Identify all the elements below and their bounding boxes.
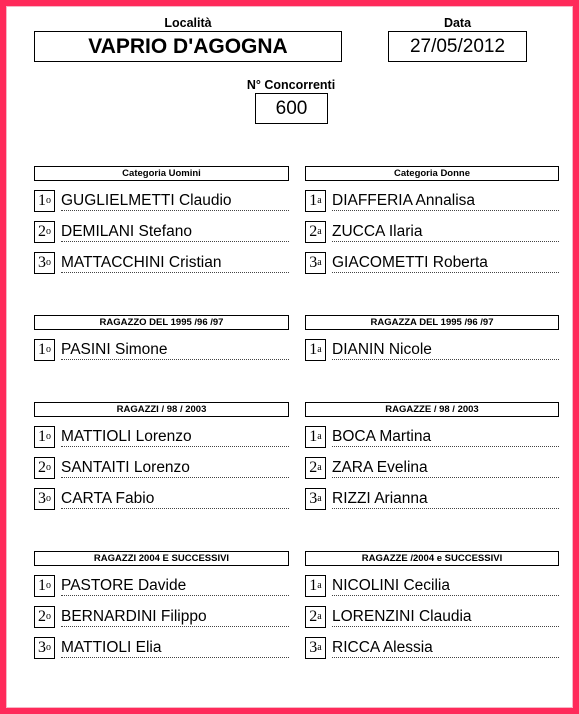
athlete-name: MATTIOLI Elia (61, 638, 289, 658)
athlete-name: GIACOMETTI Roberta (332, 253, 559, 273)
rank-ordinal-suffix: o (46, 579, 51, 591)
athlete-name: RICCA Alessia (332, 638, 559, 658)
rank-box (34, 606, 55, 628)
rank-box (305, 339, 326, 361)
rank-box (34, 575, 55, 597)
athlete-name: PASTORE Davide (61, 576, 289, 596)
podium-row (34, 426, 289, 450)
rank-number: 3 (309, 254, 318, 271)
rank-number: 2 (38, 223, 46, 240)
rank-number: 2 (309, 459, 318, 476)
athlete-name: GUGLIELMETTI Claudio (61, 191, 289, 211)
rank-ordinal-suffix: o (46, 610, 51, 622)
rank-ordinal-suffix: a (317, 610, 322, 622)
date-label: Data (443, 16, 472, 30)
category-header: Categoria Uomini (34, 166, 289, 181)
rank-number: 1 (38, 428, 46, 445)
athlete-name: DEMILANI Stefano (61, 222, 289, 242)
podium-row (34, 221, 289, 245)
athlete-name: ZARA Evelina (332, 458, 559, 478)
athlete-name: PASINI Simone (61, 340, 289, 360)
category-header: RAGAZZE /2004 e SUCCESSIVI (305, 551, 559, 566)
rank-number: 3 (309, 639, 318, 656)
rank-box (34, 252, 55, 274)
podium-row (34, 606, 289, 630)
athlete-name: ZUCCA Ilaria (332, 222, 559, 242)
rank-number: 1 (38, 577, 46, 594)
rank-box (305, 426, 326, 448)
rank-number: 2 (38, 459, 46, 476)
podium-row (305, 339, 559, 363)
athlete-name: MATTIOLI Lorenzo (61, 427, 289, 447)
athlete-name: DIANIN Nicole (332, 340, 559, 360)
rank-ordinal-suffix: o (46, 641, 51, 653)
competitors-label: N° Concorrenti (246, 78, 336, 92)
podium-row (34, 488, 289, 512)
rank-box (305, 606, 326, 628)
rank-ordinal-suffix: o (46, 256, 51, 268)
rank-ordinal-suffix: a (317, 343, 322, 355)
category-header: Categoria Donne (305, 166, 559, 181)
rank-box (34, 426, 55, 448)
rank-box (305, 221, 326, 243)
rank-ordinal-suffix: o (46, 194, 51, 206)
rank-number: 1 (309, 192, 318, 209)
rank-number: 3 (38, 490, 46, 507)
rank-number: 2 (309, 608, 318, 625)
rank-number: 1 (309, 428, 318, 445)
rank-ordinal-suffix: o (46, 343, 51, 355)
rank-ordinal-suffix: o (46, 430, 51, 442)
category-header: RAGAZZI / 98 / 2003 (34, 402, 289, 417)
rank-number: 2 (309, 223, 318, 240)
rank-ordinal-suffix: a (317, 641, 322, 653)
rank-ordinal-suffix: a (317, 579, 322, 591)
rank-number: 3 (38, 254, 46, 271)
competitors-field: 600 (255, 93, 328, 124)
podium-row (305, 426, 559, 450)
rank-number: 1 (38, 341, 46, 358)
location-field: VAPRIO D'AGOGNA (34, 31, 342, 62)
podium-row (34, 339, 289, 363)
podium-row (305, 221, 559, 245)
rank-number: 3 (309, 490, 318, 507)
athlete-name: BOCA Martina (332, 427, 559, 447)
category-header: RAGAZZE / 98 / 2003 (305, 402, 559, 417)
athlete-name: RIZZI Arianna (332, 489, 559, 509)
rank-box (34, 339, 55, 361)
podium-row (34, 457, 289, 481)
rank-ordinal-suffix: a (317, 194, 322, 206)
podium-row (305, 606, 559, 630)
rank-box (34, 488, 55, 510)
podium-row (305, 457, 559, 481)
athlete-name: NICOLINI Cecilia (332, 576, 559, 596)
podium-row (34, 575, 289, 599)
athlete-name: SANTAITI Lorenzo (61, 458, 289, 478)
athlete-name: DIAFFERIA Annalisa (332, 191, 559, 211)
rank-box (34, 190, 55, 212)
rank-number: 1 (309, 577, 318, 594)
rank-ordinal-suffix: o (46, 492, 51, 504)
rank-box (34, 457, 55, 479)
athlete-name: BERNARDINI Filippo (61, 607, 289, 627)
podium-row (305, 575, 559, 599)
rank-box (305, 457, 326, 479)
category-header: RAGAZZI 2004 E SUCCESSIVI (34, 551, 289, 566)
rank-number: 1 (309, 341, 318, 358)
location-label: Località (164, 16, 212, 30)
date-field: 27/05/2012 (388, 31, 527, 62)
podium-row (305, 190, 559, 214)
rank-number: 3 (38, 639, 46, 656)
podium-row (34, 252, 289, 276)
rank-box (305, 637, 326, 659)
rank-ordinal-suffix: a (317, 461, 322, 473)
rank-ordinal-suffix: o (46, 461, 51, 473)
rank-ordinal-suffix: o (46, 225, 51, 237)
rank-ordinal-suffix: a (317, 225, 322, 237)
rank-ordinal-suffix: a (317, 492, 322, 504)
rank-box (305, 252, 326, 274)
rank-number: 1 (38, 192, 46, 209)
rank-ordinal-suffix: a (317, 430, 322, 442)
podium-row (305, 488, 559, 512)
podium-row (305, 637, 559, 661)
athlete-name: MATTACCHINI Cristian (61, 253, 289, 273)
podium-row (305, 252, 559, 276)
rank-box (34, 637, 55, 659)
athlete-name: CARTA Fabio (61, 489, 289, 509)
rank-number: 2 (38, 608, 46, 625)
podium-row (34, 190, 289, 214)
podium-row (34, 637, 289, 661)
category-header: RAGAZZO DEL 1995 /96 /97 (34, 315, 289, 330)
rank-box (34, 221, 55, 243)
rank-box (305, 575, 326, 597)
rank-box (305, 190, 326, 212)
category-header: RAGAZZA DEL 1995 /96 /97 (305, 315, 559, 330)
athlete-name: LORENZINI Claudia (332, 607, 559, 627)
rank-ordinal-suffix: a (317, 256, 322, 268)
rank-box (305, 488, 326, 510)
